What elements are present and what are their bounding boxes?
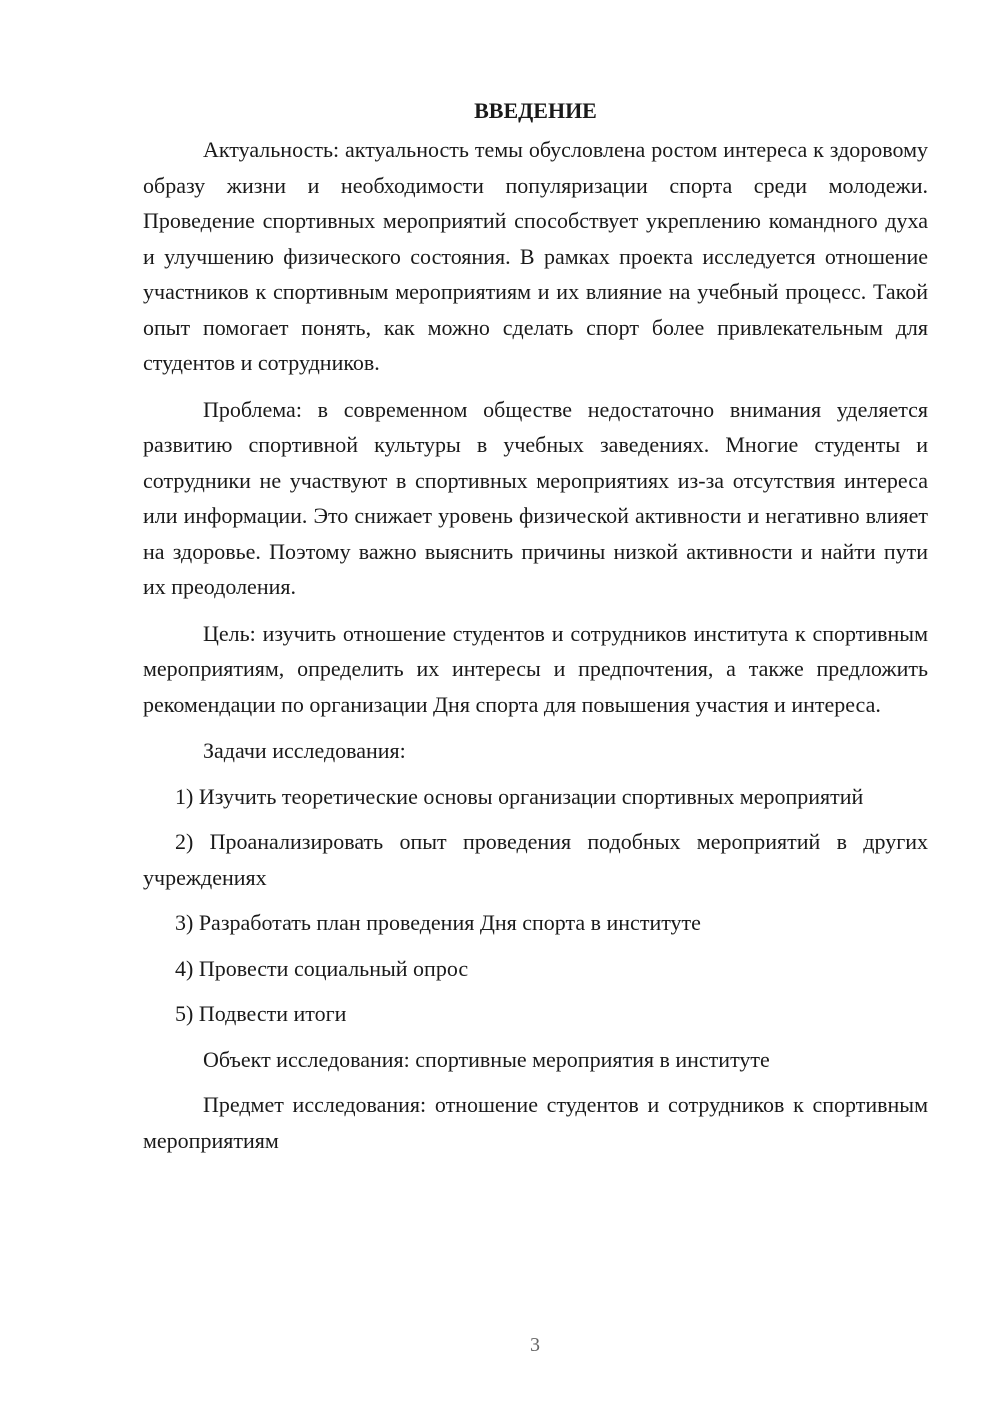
research-subject: Предмет исследования: отношение студентов и сотрудников к спортивным мероприятиям (143, 1092, 928, 1153)
tasks-heading: Задачи исследования: (203, 738, 406, 763)
task-item-4: 4) Провести социальный опрос (175, 955, 469, 981)
task-item-5: 5) Подвести итоги (175, 1001, 347, 1026)
task-item-3: 3) Разработать план проведения Дня спорта в институте (175, 910, 701, 935)
section-title: ВВЕДЕНИЕ (474, 98, 597, 123)
research-object: Объект исследования: спортивные мероприятия в институте (203, 1046, 770, 1072)
paragraph-problem: Проблема: в современном обществе недостаточно внимания уделяется развитию спортивной культуры в учебных заведениях. Многие студенты и сотрудники не участвуют в спортивных мероприятиях из-за отсутствия интереса или информации. Это снижает уровень физической активности и негативно влияет на здоровье. Поэтому важно выяснить причины низкой активности и найти пути их преодоления. (143, 396, 928, 599)
page-number: 3 (530, 1334, 540, 1356)
paragraph-relevance: Актуальность: актуальность темы обусловлена ростом интереса к здоровому образу жизни и необходимости популяризации спорта среди молодежи. Проведение спортивных мероприятий способствует укреплению командного духа и улучшению физического состояния. В рамках проекта исследуется отношение участников к спортивным мероприятиям и их влияние на учебный процесс. Такой опыт помогает понять, как можно сделать спорт более привлекательным для студентов и сотрудников. (143, 137, 928, 375)
task-item-1: 1) Изучить теоретические основы организации спортивных мероприятий (175, 783, 864, 809)
paragraph-goal: Цель: изучить отношение студентов и сотрудников института к спортивным мероприятиям, определить их интересы и предпочтения, а также предложить рекомендации по организации Дня спорта для повышения участия и интереса. (143, 620, 928, 717)
task-item-2: 2) Проанализировать опыт проведения подобных мероприятий в других учреждениях (143, 829, 928, 890)
document-page (143, 96, 928, 1169)
